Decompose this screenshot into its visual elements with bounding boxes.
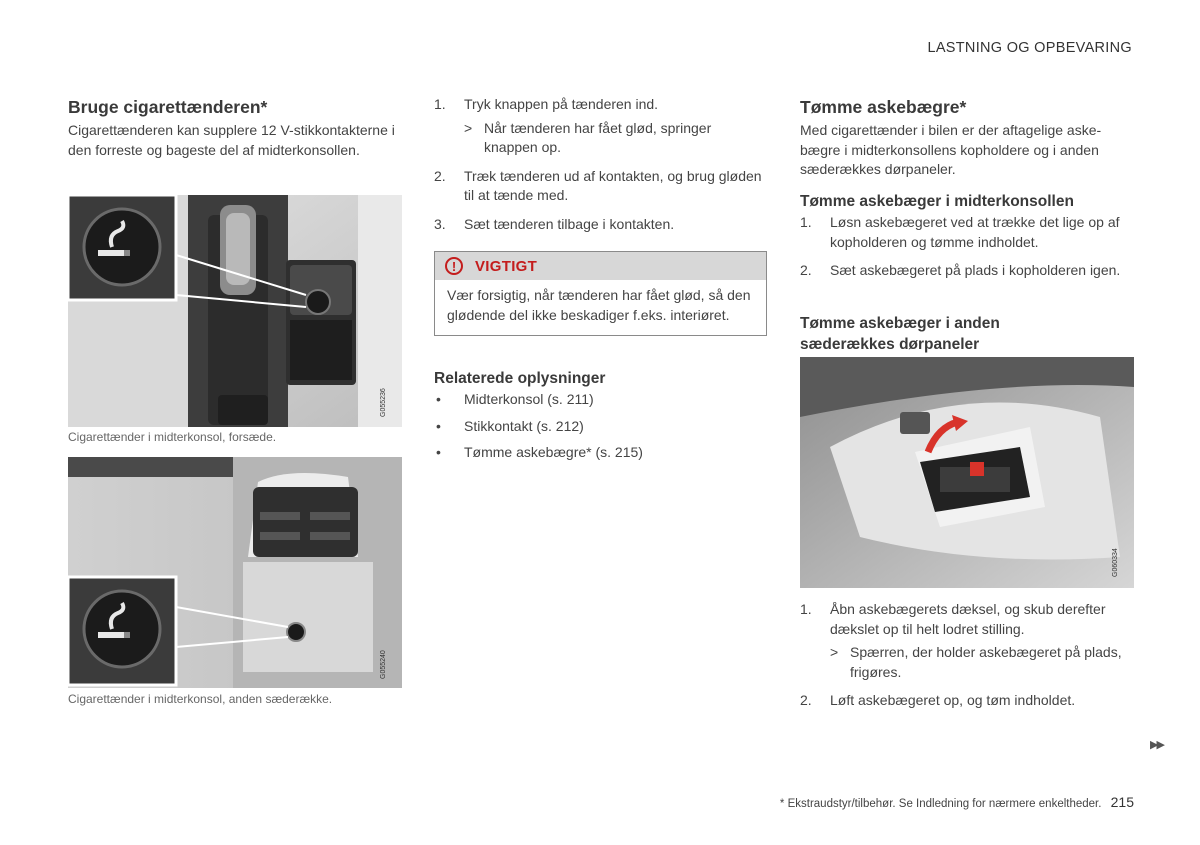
section-title-ashtray: Tømme askebægre* [800, 97, 967, 117]
step-number: 2. [800, 692, 812, 708]
step-text: Løft askebægeret op, og tøm indholdet. [830, 692, 1076, 708]
footnote [780, 794, 1134, 810]
figure-code: G060334 [1112, 548, 1119, 577]
footnote-text: * Ekstraudstyr/tilbehør. Se Indledning for nærmere enkeltheder. [779, 798, 1102, 810]
warning-icon: ! [445, 257, 463, 275]
step-text: Åbn askebægerets dæksel, og skub derefter dækslet op til helt lodret stilling. [830, 601, 1106, 637]
figure-code: G055240 [380, 650, 387, 679]
page-number: 215 [1110, 794, 1134, 810]
step-result-text: Når tænderen har fået glød, springer knappen op. [484, 119, 712, 155]
step-text: Sæt tænderen tilbage i kontakten. [464, 215, 675, 232]
subsection-title: Tømme askebæger i anden sæderækkes dørpaneler [800, 315, 1000, 353]
step-number: 1. [800, 601, 812, 617]
warning-box [434, 251, 767, 336]
step-number: 2. [434, 167, 446, 184]
step-text: Træk tænderen ud af kontakten, og brug gløden til at tænde med. [464, 167, 762, 203]
related-link[interactable]: • Stikkontakt (s. 212) [436, 417, 584, 434]
lighter-steps [434, 95, 766, 243]
rear-console-illustration [68, 457, 402, 688]
step-number: 3. [434, 215, 446, 232]
related-list [434, 390, 766, 470]
door-ashtray-steps [800, 600, 1135, 720]
step-text: Tryk knappen på tænderen ind. [464, 96, 659, 112]
figure-caption: Cigarettænder i midterkonsol, forsæde. [68, 430, 277, 444]
step-result: > Spærren, der holder askebægeret på plads, frigøres. [830, 644, 1122, 680]
step-result-text: Spærren, der holder askebægeret på plads, frigøres. [850, 644, 1122, 680]
step-item [434, 215, 766, 235]
figure-rear-console [68, 457, 402, 688]
step-text: Sæt askebægeret på plads i kopholderen igen. [830, 262, 1121, 278]
door-ashtray-illustration [800, 357, 1134, 588]
step-item [800, 261, 1135, 281]
step-item [800, 691, 1135, 711]
related-title: Relaterede oplysninger [434, 370, 606, 387]
subsection-title: Tømme askebæger i midterkonsollen [800, 193, 1074, 210]
ashtray-intro: Med cigarettænder i bilen er der aftagelige askebægre i midterkonsollens kopholdere og i anden sæderækkes dørpaneler. [800, 122, 1102, 177]
step-item [800, 600, 1135, 682]
front-console-illustration [68, 195, 402, 427]
figure-caption: Cigarettænder i midterkonsol, anden sæderække. [68, 692, 333, 706]
step-number: 1. [434, 96, 446, 112]
section-header: LASTNING OG OPBEVARING [927, 40, 1132, 56]
warning-title: VIGTIGT [475, 257, 538, 275]
figure-front-console [68, 195, 402, 427]
figure-door-ashtray [800, 357, 1134, 588]
warning-header [435, 252, 766, 280]
related-link[interactable]: • Tømme askebægre* (s. 215) [436, 444, 643, 460]
step-result: > Når tænderen har fået glød, springer knappen op. [464, 119, 712, 155]
console-ashtray-steps [800, 213, 1135, 290]
step-item [434, 95, 766, 158]
step-item [434, 167, 766, 206]
related-link[interactable]: • Midterkonsol (s. 211) [436, 391, 594, 407]
step-number: 1. [800, 214, 812, 230]
step-number: 2. [800, 262, 812, 278]
warning-text: Vær forsigtig, når tænderen har fået glød, så den glødende del ikke beskadiger f.eks. interiøret. [447, 287, 751, 323]
continue-icon: ▶▶ [1150, 739, 1163, 751]
step-item [800, 213, 1135, 252]
section-title-lighter: Bruge cigarettænderen* [68, 97, 268, 117]
step-text: Løsn askebægeret ved at trække det lige op af kopholderen og tømme indholdet. [830, 214, 1120, 250]
lighter-intro: Cigarettænderen kan supplere 12 V-stikkontakterne i den forreste og bageste del af midterkonsollen. [68, 122, 395, 158]
figure-code: G055236 [380, 388, 387, 417]
